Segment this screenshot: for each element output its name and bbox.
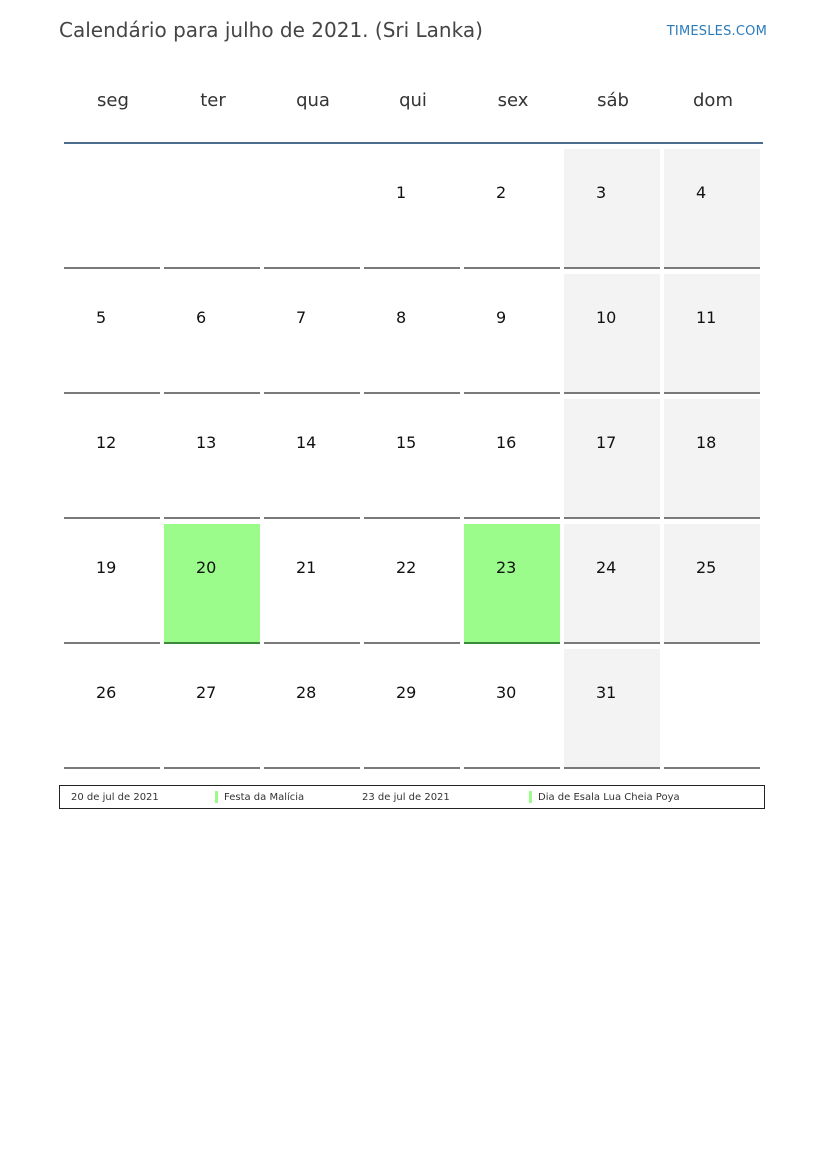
day-cell [564,399,660,519]
day-cell [664,524,760,644]
day-cell [564,149,660,269]
day-number: 23 [496,558,517,577]
day-cell [64,649,160,769]
day-cell [664,149,760,269]
day-cell [664,399,760,519]
weekday-label: dom [693,90,733,111]
day-number: 13 [196,433,217,452]
holiday-legend [59,785,765,809]
day-cell [564,274,660,394]
holiday-day-cell [464,524,560,644]
day-number: 14 [296,433,317,452]
legend-color-marker [529,791,532,803]
day-cell [264,649,360,769]
day-number: 20 [196,558,217,577]
week-row [64,399,764,524]
weekday-label: qui [399,90,427,111]
day-number: 10 [596,308,617,327]
day-number: 21 [296,558,317,577]
day-cell [164,149,260,269]
day-number: 7 [296,308,307,327]
holiday-day-cell [164,524,260,644]
page-title: Calendário para julho de 2021. (Sri Lanka) [59,18,483,42]
week-row [64,524,764,649]
day-cell [364,149,460,269]
day-number: 11 [696,308,717,327]
day-number: 22 [396,558,417,577]
day-number: 29 [396,683,417,702]
day-number: 31 [596,683,617,702]
week-row [64,274,764,399]
day-number: 4 [696,183,707,202]
day-cell [164,399,260,519]
day-cell [164,274,260,394]
day-number: 16 [496,433,517,452]
day-cell [364,524,460,644]
day-number: 8 [396,308,407,327]
day-number: 12 [96,433,117,452]
legend-date: 20 de jul de 2021 [71,792,159,803]
day-cell [464,274,560,394]
day-number: 15 [396,433,417,452]
weekday-label: seg [97,90,129,111]
day-cell [264,149,360,269]
calendar-grid [64,149,764,774]
weekday-header-row [63,90,763,120]
day-cell [64,149,160,269]
weekday-label: sex [497,90,529,111]
day-cell [364,399,460,519]
day-cell [464,399,560,519]
legend-date: 23 de jul de 2021 [362,792,450,803]
day-number: 3 [596,183,607,202]
day-number: 25 [696,558,717,577]
day-cell [264,524,360,644]
day-cell [64,274,160,394]
day-cell [664,274,760,394]
day-number: 24 [596,558,617,577]
day-number: 28 [296,683,317,702]
day-cell [664,649,760,769]
day-number: 1 [396,183,407,202]
legend-holiday-name: Dia de Esala Lua Cheia Poya [538,792,680,803]
legend-color-marker [215,791,218,803]
day-number: 19 [96,558,117,577]
day-cell [264,399,360,519]
day-number: 27 [196,683,217,702]
header-divider [64,142,763,144]
day-number: 2 [496,183,507,202]
week-row [64,149,764,274]
day-cell [464,149,560,269]
legend-holiday-name: Festa da Malícia [224,792,305,803]
day-cell [64,524,160,644]
week-row [64,649,764,774]
weekday-label: qua [296,90,330,111]
day-number: 18 [696,433,717,452]
day-number: 9 [496,308,507,327]
day-cell [64,399,160,519]
day-number: 30 [496,683,517,702]
day-number: 17 [596,433,617,452]
day-cell [364,649,460,769]
brand-link[interactable]: TIMESLES.COM [666,24,767,39]
day-cell [564,649,660,769]
day-cell [364,274,460,394]
day-cell [264,274,360,394]
day-number: 5 [96,308,107,327]
weekday-label: ter [200,90,226,111]
day-cell [464,649,560,769]
day-cell [564,524,660,644]
weekday-label: sáb [597,90,629,111]
day-number: 6 [196,308,207,327]
day-cell [164,649,260,769]
day-number: 26 [96,683,117,702]
